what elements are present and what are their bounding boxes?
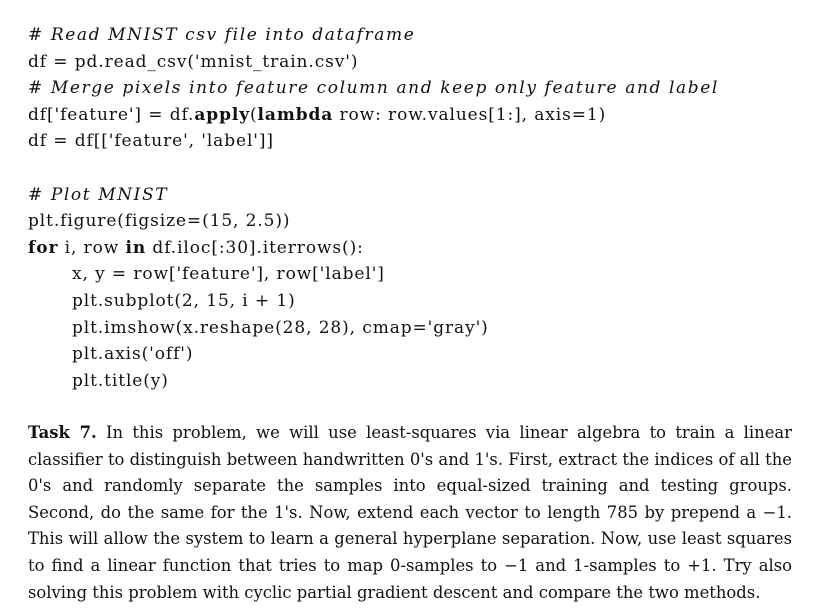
code-in-keyword: in	[125, 237, 147, 258]
code-line-apply	[28, 102, 719, 129]
code-lambda-keyword: lambda	[257, 104, 334, 125]
code-apply-prefix: df['feature'] = df.	[28, 104, 195, 125]
code-line-title: plt.title(y)	[72, 370, 169, 391]
code-line-imshow: plt.imshow(x.reshape(28, 28), cmap='gray')	[72, 317, 489, 338]
task-text: In this problem, we will use least-squares via linear algebra to train a linear classifier to distinguish between handwritten 0's and 1's. First, extract the indices of all the 0's and randomly separate the samples into equal-sized training and testing groups. Second, do the same for the 1's. Now, extend each vector to length 785 by prepend a −1. This will allow the system to learn a general hyperplane separation. Now, use least squares to find a linear function that tries to map 0-samples to −1 and 1-samples to +1. Try also solving this problem with cyclic partial gradient descent and compare the two methods.	[28, 423, 792, 602]
code-line-subplot: plt.subplot(2, 15, i + 1)	[72, 290, 296, 311]
code-apply-fn: apply	[194, 104, 250, 125]
code-line-xy: x, y = row['feature'], row['label']	[72, 264, 385, 285]
code-apply-paren: (	[250, 104, 258, 125]
code-blank-line	[28, 155, 719, 182]
task-paragraph	[28, 420, 792, 606]
code-line-axis: plt.axis('off')	[72, 344, 194, 365]
code-line-for	[28, 235, 719, 262]
code-comment-read: # Read MNIST csv file into dataframe	[28, 25, 416, 45]
code-block	[28, 22, 719, 394]
code-line-figure: plt.figure(figsize=(15, 2.5))	[28, 211, 291, 232]
code-line-select: df = df[['feature', 'label']]	[28, 131, 274, 152]
task-label: Task 7.	[28, 423, 97, 442]
code-line-read-csv: df = pd.read_csv('mnist_train.csv')	[28, 51, 359, 72]
code-for-rest: df.iloc[:30].iterrows():	[146, 237, 364, 258]
code-comment-merge: # Merge pixels into feature column and keep only feature and label	[28, 78, 719, 99]
code-apply-rest: row: row.values[1:], axis=1)	[333, 104, 607, 125]
code-comment-plot: # Plot MNIST	[28, 184, 169, 205]
code-for-keyword: for	[28, 237, 59, 258]
code-for-mid: i, row	[58, 237, 126, 258]
